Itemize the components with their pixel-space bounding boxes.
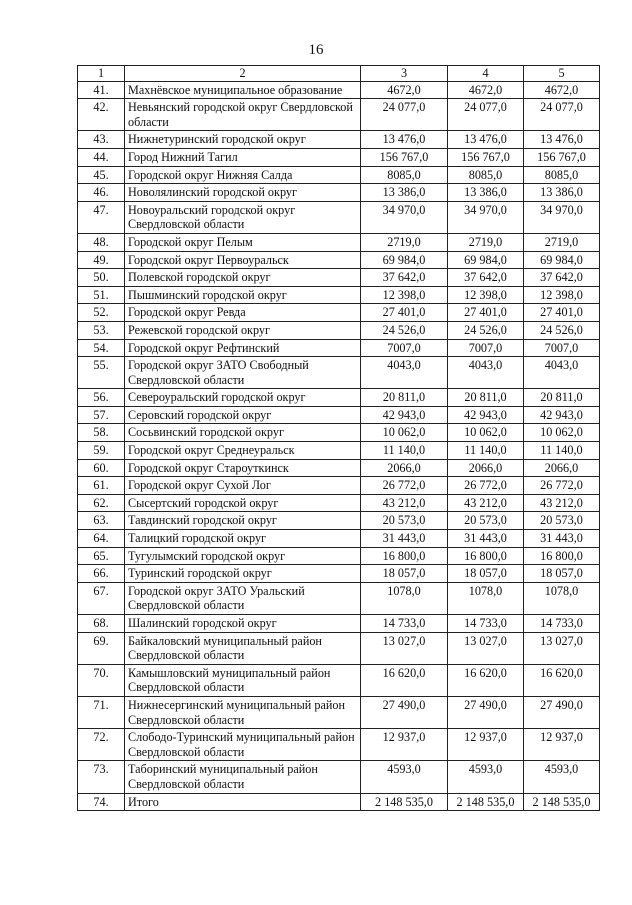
municipality-name-cell: Невьянский городской округ Свердловской области xyxy=(125,99,361,131)
value-cell-col4: 8085,0 xyxy=(448,166,524,184)
value-cell-col5: 12 398,0 xyxy=(524,286,600,304)
value-cell-col3: 26 772,0 xyxy=(361,477,448,495)
column-header: 1 xyxy=(78,66,125,82)
value-cell-col3: 20 811,0 xyxy=(361,389,448,407)
table-row xyxy=(78,339,600,357)
row-number-cell: 47. xyxy=(78,201,125,233)
column-header: 2 xyxy=(125,66,361,82)
municipality-name-cell: Тавдинский городской округ xyxy=(125,512,361,530)
row-number-cell: 70. xyxy=(78,664,125,696)
row-number-cell: 69. xyxy=(78,632,125,664)
value-cell-col5: 2 148 535,0 xyxy=(524,793,600,811)
value-cell-col4: 18 057,0 xyxy=(448,565,524,583)
value-cell-col3: 16 800,0 xyxy=(361,547,448,565)
value-cell-col3: 12 398,0 xyxy=(361,286,448,304)
municipality-name-cell: Новолялинский городской округ xyxy=(125,184,361,202)
row-number-cell: 50. xyxy=(78,269,125,287)
row-number-cell: 67. xyxy=(78,582,125,614)
table-row xyxy=(78,424,600,442)
municipality-name-cell: Нижнесергинский муниципальный район Свердловской области xyxy=(125,696,361,728)
row-number-cell: 52. xyxy=(78,304,125,322)
column-header: 4 xyxy=(448,66,524,82)
table-row xyxy=(78,632,600,664)
row-number-cell: 65. xyxy=(78,547,125,565)
value-cell-col5: 42 943,0 xyxy=(524,406,600,424)
value-cell-col5: 20 811,0 xyxy=(524,389,600,407)
value-cell-col4: 16 800,0 xyxy=(448,547,524,565)
municipality-name-cell: Городской округ Пелым xyxy=(125,233,361,251)
row-number-cell: 66. xyxy=(78,565,125,583)
value-cell-col5: 4672,0 xyxy=(524,81,600,99)
table-row xyxy=(78,233,600,251)
value-cell-col4: 4043,0 xyxy=(448,357,524,389)
municipality-name-cell: Пышминский городской округ xyxy=(125,286,361,304)
value-cell-col5: 69 984,0 xyxy=(524,251,600,269)
value-cell-col5: 31 443,0 xyxy=(524,530,600,548)
value-cell-col5: 37 642,0 xyxy=(524,269,600,287)
value-cell-col4: 26 772,0 xyxy=(448,477,524,495)
row-number-cell: 62. xyxy=(78,494,125,512)
value-cell-col3: 1078,0 xyxy=(361,582,448,614)
value-cell-col3: 18 057,0 xyxy=(361,565,448,583)
value-cell-col3: 37 642,0 xyxy=(361,269,448,287)
value-cell-col3: 69 984,0 xyxy=(361,251,448,269)
row-number-cell: 41. xyxy=(78,81,125,99)
value-cell-col5: 10 062,0 xyxy=(524,424,600,442)
value-cell-col3: 4593,0 xyxy=(361,761,448,793)
value-cell-col3: 4672,0 xyxy=(361,81,448,99)
value-cell-col5: 8085,0 xyxy=(524,166,600,184)
budget-table xyxy=(77,65,600,811)
value-cell-col3: 13 386,0 xyxy=(361,184,448,202)
table-row xyxy=(78,494,600,512)
row-number-cell: 49. xyxy=(78,251,125,269)
row-number-cell: 56. xyxy=(78,389,125,407)
row-number-cell: 64. xyxy=(78,530,125,548)
table-row xyxy=(78,286,600,304)
value-cell-col4: 27 490,0 xyxy=(448,696,524,728)
value-cell-col4: 24 526,0 xyxy=(448,321,524,339)
municipality-name-cell: Городской округ Нижняя Салда xyxy=(125,166,361,184)
row-number-cell: 63. xyxy=(78,512,125,530)
municipality-name-cell: Городской округ Ревда xyxy=(125,304,361,322)
row-number-cell: 53. xyxy=(78,321,125,339)
value-cell-col3: 24 077,0 xyxy=(361,99,448,131)
municipality-name-cell: Тугулымский городской округ xyxy=(125,547,361,565)
municipality-name-cell: Туринский городской округ xyxy=(125,565,361,583)
value-cell-col4: 13 386,0 xyxy=(448,184,524,202)
value-cell-col5: 20 573,0 xyxy=(524,512,600,530)
value-cell-col5: 12 937,0 xyxy=(524,729,600,761)
value-cell-col4: 1078,0 xyxy=(448,582,524,614)
value-cell-col4: 34 970,0 xyxy=(448,201,524,233)
value-cell-col5: 156 767,0 xyxy=(524,148,600,166)
value-cell-col3: 10 062,0 xyxy=(361,424,448,442)
table-row xyxy=(78,269,600,287)
table-row xyxy=(78,166,600,184)
table-row xyxy=(78,81,600,99)
value-cell-col3: 7007,0 xyxy=(361,339,448,357)
value-cell-col5: 27 401,0 xyxy=(524,304,600,322)
row-number-cell: 73. xyxy=(78,761,125,793)
table-body xyxy=(78,66,600,811)
value-cell-col5: 13 476,0 xyxy=(524,131,600,149)
row-number-cell: 60. xyxy=(78,459,125,477)
value-cell-col5: 7007,0 xyxy=(524,339,600,357)
value-cell-col5: 14 733,0 xyxy=(524,615,600,633)
value-cell-col5: 24 526,0 xyxy=(524,321,600,339)
municipality-name-cell: Городской округ Староуткинск xyxy=(125,459,361,477)
value-cell-col4: 13 027,0 xyxy=(448,632,524,664)
municipality-name-cell: Новоуральский городской округ Свердловской области xyxy=(125,201,361,233)
value-cell-col5: 2719,0 xyxy=(524,233,600,251)
municipality-name-cell: Талицкий городской округ xyxy=(125,530,361,548)
value-cell-col5: 4043,0 xyxy=(524,357,600,389)
value-cell-col5: 27 490,0 xyxy=(524,696,600,728)
value-cell-col4: 4593,0 xyxy=(448,761,524,793)
value-cell-col3: 12 937,0 xyxy=(361,729,448,761)
value-cell-col4: 12 398,0 xyxy=(448,286,524,304)
column-header: 3 xyxy=(361,66,448,82)
row-number-cell: 72. xyxy=(78,729,125,761)
table-row xyxy=(78,615,600,633)
value-cell-col4: 69 984,0 xyxy=(448,251,524,269)
value-cell-col3: 43 212,0 xyxy=(361,494,448,512)
table-row xyxy=(78,696,600,728)
table-row xyxy=(78,459,600,477)
municipality-name-cell: Городской округ Сухой Лог xyxy=(125,477,361,495)
municipality-name-cell: Нижнетуринский городской округ xyxy=(125,131,361,149)
row-number-cell: 46. xyxy=(78,184,125,202)
municipality-name-cell: Серовский городской округ xyxy=(125,406,361,424)
municipality-name-cell: Городской округ Среднеуральск xyxy=(125,442,361,460)
table-row xyxy=(78,547,600,565)
table-row xyxy=(78,148,600,166)
municipality-name-cell: Таборинский муниципальный район Свердловской области xyxy=(125,761,361,793)
value-cell-col3: 2719,0 xyxy=(361,233,448,251)
value-cell-col3: 156 767,0 xyxy=(361,148,448,166)
value-cell-col4: 20 573,0 xyxy=(448,512,524,530)
value-cell-col4: 156 767,0 xyxy=(448,148,524,166)
municipality-name-cell: Городской округ ЗАТО Уральский Свердловской области xyxy=(125,582,361,614)
value-cell-col4: 4672,0 xyxy=(448,81,524,99)
value-cell-col5: 13 027,0 xyxy=(524,632,600,664)
table-row xyxy=(78,357,600,389)
value-cell-col5: 16 800,0 xyxy=(524,547,600,565)
value-cell-col5: 18 057,0 xyxy=(524,565,600,583)
value-cell-col4: 2066,0 xyxy=(448,459,524,477)
value-cell-col5: 34 970,0 xyxy=(524,201,600,233)
table-row xyxy=(78,389,600,407)
value-cell-col3: 13 027,0 xyxy=(361,632,448,664)
municipality-name-cell: Сысертский городской округ xyxy=(125,494,361,512)
value-cell-col3: 31 443,0 xyxy=(361,530,448,548)
value-cell-col4: 2 148 535,0 xyxy=(448,793,524,811)
municipality-name-cell: Шалинский городской округ xyxy=(125,615,361,633)
value-cell-col4: 27 401,0 xyxy=(448,304,524,322)
value-cell-col3: 27 490,0 xyxy=(361,696,448,728)
table-row xyxy=(78,582,600,614)
value-cell-col4: 12 937,0 xyxy=(448,729,524,761)
row-number-cell: 59. xyxy=(78,442,125,460)
value-cell-col5: 2066,0 xyxy=(524,459,600,477)
value-cell-col3: 34 970,0 xyxy=(361,201,448,233)
value-cell-col4: 20 811,0 xyxy=(448,389,524,407)
table-row xyxy=(78,530,600,548)
row-number-cell: 51. xyxy=(78,286,125,304)
value-cell-col3: 20 573,0 xyxy=(361,512,448,530)
table-row xyxy=(78,184,600,202)
table-total-row xyxy=(78,793,600,811)
value-cell-col3: 16 620,0 xyxy=(361,664,448,696)
table-row xyxy=(78,729,600,761)
table-row xyxy=(78,304,600,322)
row-number-cell: 61. xyxy=(78,477,125,495)
table-row xyxy=(78,201,600,233)
table-row xyxy=(78,477,600,495)
value-cell-col5: 4593,0 xyxy=(524,761,600,793)
value-cell-col4: 10 062,0 xyxy=(448,424,524,442)
table-row xyxy=(78,321,600,339)
value-cell-col5: 26 772,0 xyxy=(524,477,600,495)
municipality-name-cell: Слободо-Туринский муниципальный район Свердловской области xyxy=(125,729,361,761)
value-cell-col3: 2066,0 xyxy=(361,459,448,477)
value-cell-col4: 13 476,0 xyxy=(448,131,524,149)
column-header: 5 xyxy=(524,66,600,82)
table-row xyxy=(78,565,600,583)
value-cell-col5: 24 077,0 xyxy=(524,99,600,131)
municipality-name-cell: Сосьвинский городской округ xyxy=(125,424,361,442)
value-cell-col3: 2 148 535,0 xyxy=(361,793,448,811)
municipality-name-cell: Городской округ Первоуральск xyxy=(125,251,361,269)
value-cell-col5: 13 386,0 xyxy=(524,184,600,202)
table-row xyxy=(78,512,600,530)
municipality-name-cell: Байкаловский муниципальный район Свердловской области xyxy=(125,632,361,664)
row-number-cell: 71. xyxy=(78,696,125,728)
row-number-cell: 48. xyxy=(78,233,125,251)
row-number-cell: 44. xyxy=(78,148,125,166)
value-cell-col4: 7007,0 xyxy=(448,339,524,357)
value-cell-col3: 27 401,0 xyxy=(361,304,448,322)
row-number-cell: 42. xyxy=(78,99,125,131)
table-row xyxy=(78,251,600,269)
municipality-name-cell: Полевской городской округ xyxy=(125,269,361,287)
value-cell-col4: 37 642,0 xyxy=(448,269,524,287)
row-number-cell: 57. xyxy=(78,406,125,424)
municipality-name-cell: Махнёвское муниципальное образование xyxy=(125,81,361,99)
table-row xyxy=(78,761,600,793)
table-row xyxy=(78,664,600,696)
table-row xyxy=(78,131,600,149)
value-cell-col4: 16 620,0 xyxy=(448,664,524,696)
municipality-name-cell: Североуральский городской округ xyxy=(125,389,361,407)
value-cell-col4: 24 077,0 xyxy=(448,99,524,131)
table-row xyxy=(78,442,600,460)
value-cell-col3: 11 140,0 xyxy=(361,442,448,460)
row-number-cell: 55. xyxy=(78,357,125,389)
value-cell-col4: 11 140,0 xyxy=(448,442,524,460)
value-cell-col5: 43 212,0 xyxy=(524,494,600,512)
page-number: 16 xyxy=(308,42,324,58)
value-cell-col5: 11 140,0 xyxy=(524,442,600,460)
row-number-cell: 74. xyxy=(78,793,125,811)
row-number-cell: 45. xyxy=(78,166,125,184)
municipality-name-cell: Город Нижний Тагил xyxy=(125,148,361,166)
municipality-name-cell: Городской округ ЗАТО Свободный Свердловской области xyxy=(125,357,361,389)
value-cell-col4: 2719,0 xyxy=(448,233,524,251)
row-number-cell: 68. xyxy=(78,615,125,633)
value-cell-col4: 42 943,0 xyxy=(448,406,524,424)
value-cell-col4: 31 443,0 xyxy=(448,530,524,548)
row-number-cell: 54. xyxy=(78,339,125,357)
value-cell-col3: 14 733,0 xyxy=(361,615,448,633)
value-cell-col5: 1078,0 xyxy=(524,582,600,614)
table-header-row xyxy=(78,66,600,82)
row-number-cell: 43. xyxy=(78,131,125,149)
value-cell-col3: 4043,0 xyxy=(361,357,448,389)
value-cell-col4: 43 212,0 xyxy=(448,494,524,512)
value-cell-col3: 13 476,0 xyxy=(361,131,448,149)
table-row xyxy=(78,406,600,424)
value-cell-col3: 42 943,0 xyxy=(361,406,448,424)
municipality-name-cell: Камышловский муниципальный район Свердловской области xyxy=(125,664,361,696)
value-cell-col4: 14 733,0 xyxy=(448,615,524,633)
municipality-name-cell: Режевской городской округ xyxy=(125,321,361,339)
municipality-name-cell: Итого xyxy=(125,793,361,811)
value-cell-col5: 16 620,0 xyxy=(524,664,600,696)
table-row xyxy=(78,99,600,131)
municipality-name-cell: Городской округ Рефтинский xyxy=(125,339,361,357)
value-cell-col3: 24 526,0 xyxy=(361,321,448,339)
value-cell-col3: 8085,0 xyxy=(361,166,448,184)
row-number-cell: 58. xyxy=(78,424,125,442)
